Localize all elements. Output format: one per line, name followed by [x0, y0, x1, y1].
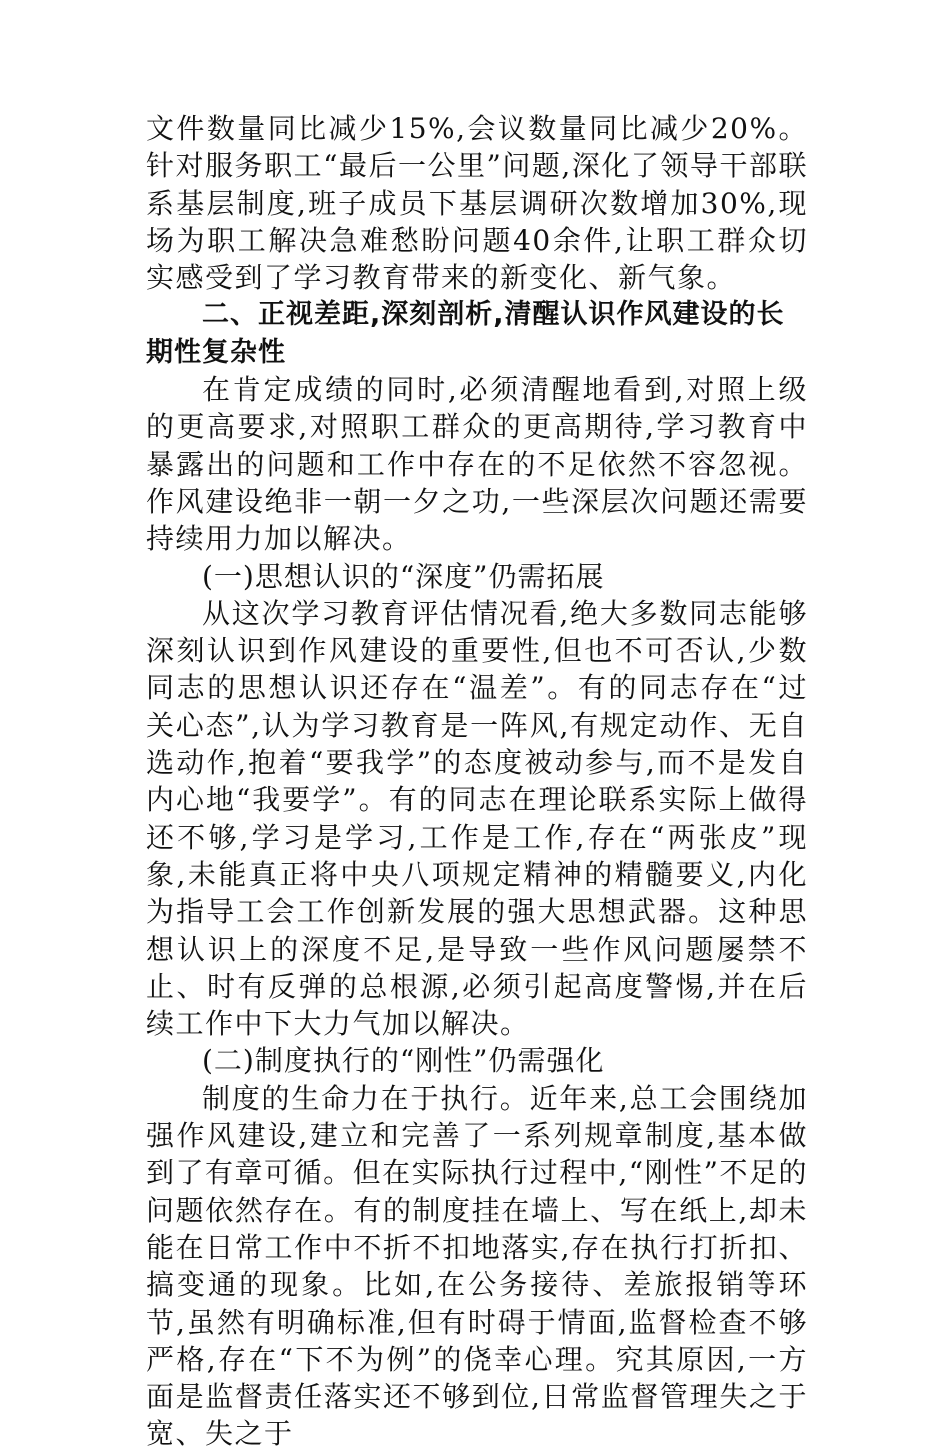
subsection-heading: (二)制度执行的“刚性”仍需强化: [202, 1044, 605, 1078]
body-paragraph: 在肯定成绩的同时,必须清醒地看到,对照上级的更高要求,对照职工群众的更高期待,学习教育中暴露出的问题和工作中存在的不足依然不容忽视。作风建设绝非一朝一夕之功,一些深层次问题还需要持续用力加以解决。: [146, 373, 808, 556]
document-page: [146, 110, 808, 1453]
paragraph-continuation: 文件数量同比减少15%,会议数量同比减少20%。针对服务职工“最后一公里”问题,深化了领导干部联系基层制度,班子成员下基层调研次数增加30%,现场为职工解决急难愁盼问题40余件,让职工群众切实感受到了学习教育带来的新变化、新气象。: [146, 112, 808, 295]
body-paragraph: 从这次学习教育评估情况看,绝大多数同志能够深刻认识到作风建设的重要性,但也不可否认,少数同志的思想认识还存在“温差”。有的同志存在“过关心态”,认为学习教育是一阵风,有规定动作、无自选动作,抱着“要我学”的态度被动参与,而不是发自内心地“我要学”。有的同志在理论联系实际上做得还不够,学习是学习,工作是工作,存在“两张皮”现象,未能真正将中央八项规定精神的精髓要义,内化为指导工会工作创新发展的强大思想武器。这种思想认识上的深度不足,是导致一些作风问题屡禁不止、时有反弹的总根源,必须引起高度警惕,并在后续工作中下大力气加以解决。: [146, 596, 808, 1041]
body-paragraph: 制度的生命力在于执行。近年来,总工会围绕加强作风建设,建立和完善了一系列规章制度,基本做到了有章可循。但在实际执行过程中,“刚性”不足的问题依然存在。有的制度挂在墙上、写在纸上,却未能在日常工作中不折不扣地落实,存在执行打折扣、搞变通的现象。比如,在公务接待、差旅报销等环节,虽然有明确标准,但有时碍于情面,监督检查不够严格,存在“下不为例”的侥幸心理。究其原因,一方面是监督责任落实还不够到位,日常监督管理失之于宽、失之于: [146, 1081, 808, 1451]
subsection-heading: (一)思想认识的“深度”仍需拓展: [202, 559, 605, 593]
section-heading: 二、正视差距,深刻剖析,清醒认识作风建设的长期性复杂性: [146, 299, 785, 368]
